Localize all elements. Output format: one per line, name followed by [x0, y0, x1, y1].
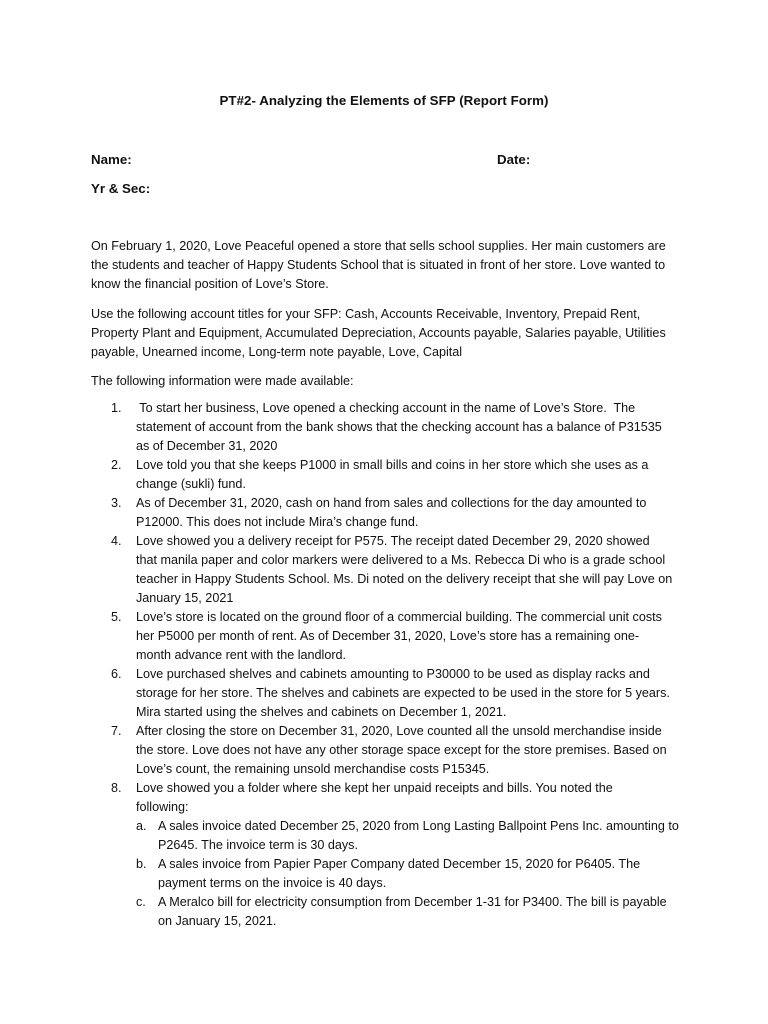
list-item-number: 7. [111, 724, 122, 738]
list-item-line: Love purchased shelves and cabinets amounting to P30000 to be used as display racks and [136, 667, 650, 681]
list-item-number: 1. [111, 401, 122, 415]
list-item-line: Love showed you a folder where she kept her unpaid receipts and bills. You noted the [136, 781, 613, 795]
list-item-line: Love showed you a delivery receipt for P575. The receipt dated December 29, 2020 showed [136, 534, 650, 548]
list-item-number: 6. [111, 667, 122, 681]
list-item-line: following: [136, 800, 189, 814]
sublist-item-letter: c. [136, 895, 146, 909]
paragraph-line: payable, Unearned income, Long-term note payable, Love, Capital [91, 345, 463, 359]
list-item [91, 665, 691, 722]
list-item-line: teacher in Happy Students School. Ms. Di noted on the delivery receipt that she will pay Love on [136, 572, 673, 586]
list-item-line: Mira started using the shelves and cabinets on December 1, 2021. [136, 705, 507, 719]
sublist-item-letter: b. [136, 857, 147, 871]
sublist-item [136, 893, 691, 931]
information-list [91, 399, 691, 931]
date-field-label: Date: [497, 152, 531, 167]
list-item-line: P12000. This does not include Mira’s change fund. [136, 515, 419, 529]
list-item-number: 4. [111, 534, 122, 548]
list-item-number: 3. [111, 496, 122, 510]
list-item-line: as of December 31, 2020 [136, 439, 278, 453]
list-item [91, 608, 691, 665]
intro-paragraph [91, 237, 683, 294]
list-item-number: 5. [111, 610, 122, 624]
paragraph-line: The following information were made available: [91, 374, 354, 388]
paragraph-line: On February 1, 2020, Love Peaceful opened a store that sells school supplies. Her main customers are [91, 239, 666, 253]
list-item-line: After closing the store on December 31, 2020, Love counted all the unsold merchandise inside [136, 724, 662, 738]
list-item-line: Love’s count, the remaining unsold merchandise costs P15345. [136, 762, 490, 776]
sublist-item-line: on January 15, 2021. [158, 914, 277, 928]
list-item-line: January 15, 2021 [136, 591, 234, 605]
name-field-label: Name: [91, 152, 132, 167]
sublist-item-line: payment terms on the invoice is 40 days. [158, 876, 387, 890]
list-item-number: 8. [111, 781, 122, 795]
sublist-item-line: P2645. The invoice term is 30 days. [158, 838, 358, 852]
information-intro-paragraph [91, 372, 683, 391]
list-item-line: Love told you that she keeps P1000 in small bills and coins in her store which she uses as a [136, 458, 649, 472]
paragraph-line: know the financial position of Love’s Store. [91, 277, 329, 291]
list-item-line: statement of account from the bank shows that the checking account has a balance of P31535 [136, 420, 662, 434]
list-item [91, 494, 691, 532]
list-item-line: As of December 31, 2020, cash on hand from sales and collections for the day amounted to [136, 496, 647, 510]
document-title: PT#2- Analyzing the Elements of SFP (Report Form) [219, 93, 549, 108]
list-item-line: change (sukli) fund. [136, 477, 246, 491]
list-item [91, 722, 691, 779]
list-item-line: storage for her store. The shelves and cabinets are expected to be used in the store for 5 years. [136, 686, 670, 700]
unpaid-bills-sublist [136, 817, 691, 931]
list-item-line: the store. Love does not have any other storage space except for the store premises. Based on [136, 743, 667, 757]
list-item-line: that manila paper and color markers were delivered to a Ms. Rebecca Di who is a grade school [136, 553, 666, 567]
list-item-line: month advance rent with the landlord. [136, 648, 347, 662]
sublist-item [136, 817, 691, 855]
list-item [91, 456, 691, 494]
account-titles-paragraph [91, 305, 683, 362]
paragraph-line: Property Plant and Equipment, Accumulated Depreciation, Accounts payable, Salaries payable, Utilities [91, 326, 666, 340]
list-item [91, 532, 691, 608]
sublist-item-letter: a. [136, 819, 147, 833]
paragraph-line: the students and teacher of Happy Students School that is situated in front of her store. Love wanted to [91, 258, 666, 272]
sublist-item-line: A sales invoice dated December 25, 2020 from Long Lasting Ballpoint Pens Inc. amounting to [158, 819, 679, 833]
list-item-line: To start her business, Love opened a checking account in the name of Love’s Store. The [136, 401, 636, 415]
list-item [91, 779, 691, 931]
list-item-line: her P5000 per month of rent. As of December 31, 2020, Love’s store has a remaining one- [136, 629, 640, 643]
list-item-line: Love’s store is located on the ground floor of a commercial building. The commercial unit costs [136, 610, 662, 624]
paragraph-line: Use the following account titles for your SFP: Cash, Accounts Receivable, Inventory, Prepaid Rent, [91, 307, 641, 321]
sublist-item-line: A sales invoice from Papier Paper Company dated December 15, 2020 for P6405. The [158, 857, 641, 871]
yr-sec-field-label: Yr & Sec: [91, 181, 151, 196]
list-item [91, 399, 691, 456]
sublist-item [136, 855, 691, 893]
sublist-item-line: A Meralco bill for electricity consumption from December 1-31 for P3400. The bill is payable [158, 895, 667, 909]
list-item-number: 2. [111, 458, 122, 472]
